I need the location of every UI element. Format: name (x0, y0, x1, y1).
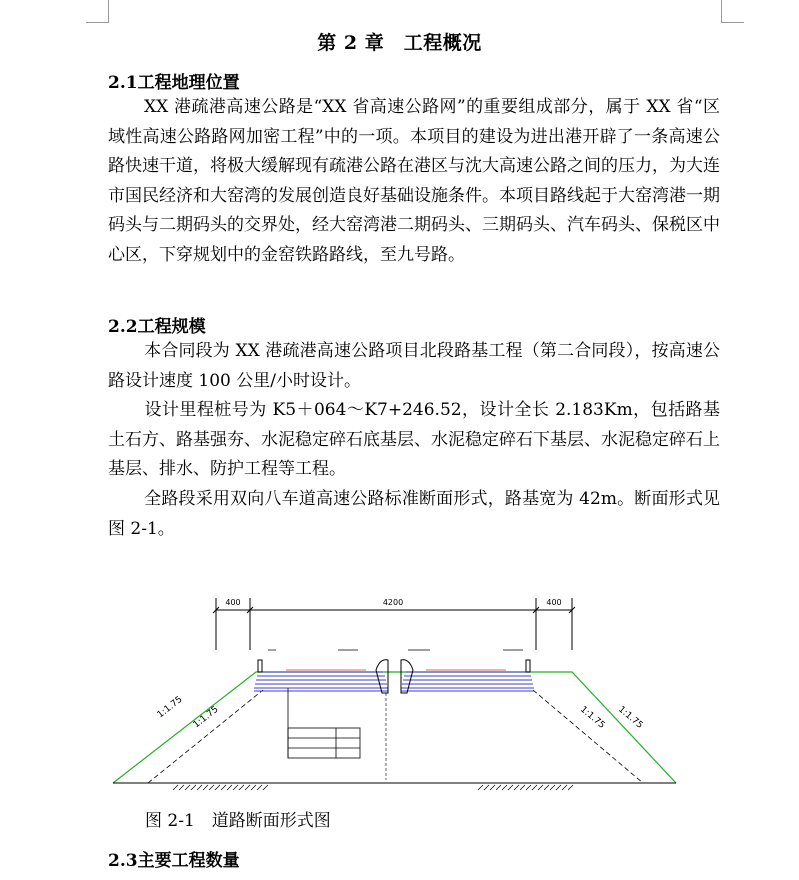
slope-label-outer-left: 1:1.75 (155, 694, 185, 721)
slope-label-inner-left: 1:1.75 (191, 704, 221, 731)
ground-hatching-right (478, 785, 573, 790)
layer-legend-table (288, 688, 360, 758)
paragraph-section-form: 全路段采用双向八车道高速公路标准断面形式，路基宽为 42m。断面形式见图 2-1。 (108, 489, 720, 539)
inner-slope-right (533, 690, 643, 783)
slope-label-inner-right: 1:1.75 (578, 704, 607, 731)
shoulder-curb-right (526, 660, 530, 672)
ground-hatching-left (173, 785, 268, 790)
paragraph-stations: 设计里程桩号为 K5＋064～K7+246.52，设计全长 2.183Km，包括路基土石方、路基强夯、水泥稳定碎石底基层、水泥稳定碎石下基层、水泥稳定碎石上基层、排水、防护工程等工程。 (108, 400, 720, 479)
chapter-title: 第 2 章 工程概况 (317, 32, 482, 54)
cross-section-drawing (108, 590, 688, 800)
paragraph-contract: 本合同段为 XX 港疏港高速公路项目北段路基工程（第二合同段），按高速公路设计速度 100 公里/小时设计。 (108, 341, 720, 391)
dimension-middle: 4200 (382, 598, 404, 607)
pavement-layers-left (254, 672, 388, 691)
shoulder-curb-left (258, 660, 262, 672)
dimension-right: 400 (546, 598, 562, 607)
page-corner-mark-left (86, 0, 109, 23)
section-heading-2-1: 2.1工程地理位置 (108, 73, 240, 93)
section-heading-2-2: 2.2工程规模 (108, 317, 206, 337)
figure-caption: 图 2-1 道路断面形式图 (145, 811, 331, 831)
section-heading-2-3: 2.3主要工程数量 (108, 851, 240, 871)
dimension-left: 400 (225, 598, 241, 607)
page-corner-mark-right (721, 0, 744, 23)
pavement-layers-right (401, 672, 534, 691)
road-cross-section-figure (108, 590, 688, 800)
paragraph-location: XX 港疏港高速公路是“XX 省高速公路网”的重要组成部分，属于 XX 省“区域性高速公路路网加密工程”中的一项。本项目的建设为进出港开辟了一条高速公路快速干道，将极大缓解现有疏港公路在港区与沈大高速公路之间的压力，为大连市国民经济和大窑湾的发展创造良好基础设施条件。本项目路线起于大窑湾港一期码头与二期码头的交界处，经大窑湾港二期码头、三期码头、汽车码头、保税区中心区，下穿规划中的金窑铁路路线，至九号路。 (108, 97, 720, 265)
slope-label-outer-right: 1:1.75 (616, 704, 645, 731)
